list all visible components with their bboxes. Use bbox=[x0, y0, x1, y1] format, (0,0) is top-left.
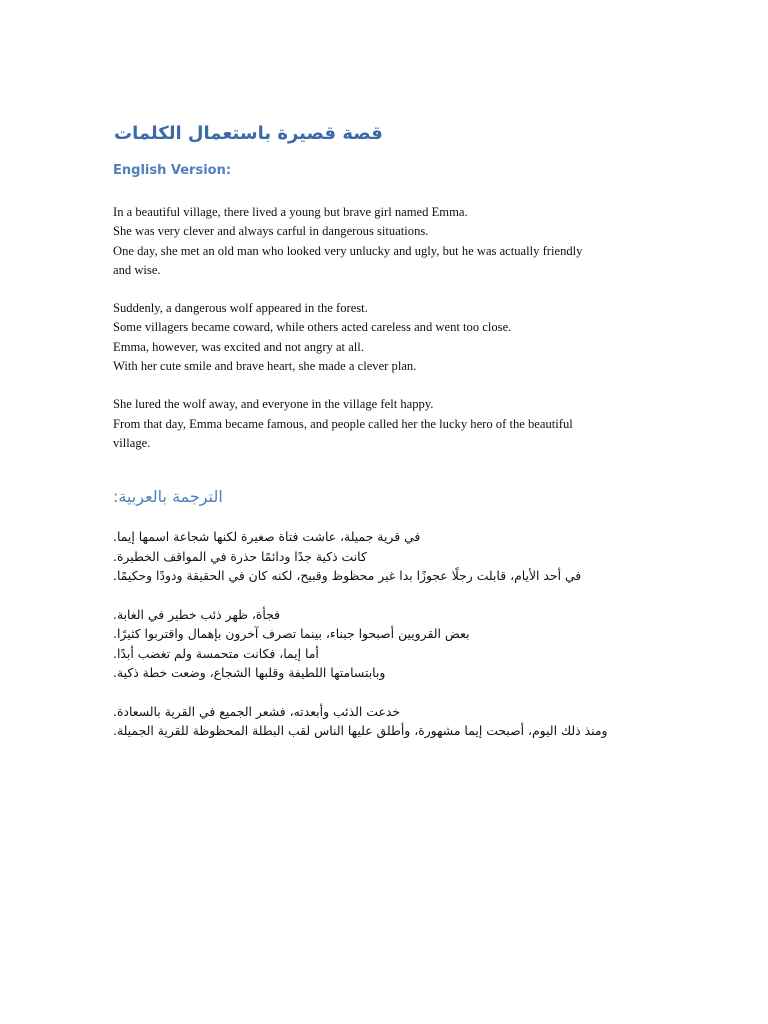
text-line: Suddenly, a dangerous wolf appeared in the forest. bbox=[113, 301, 368, 316]
arabic-paragraph-1 bbox=[113, 527, 658, 586]
text-line: كانت ذكية جدًا ودائمًا حذرة في المواقف الخطيرة. bbox=[113, 548, 367, 564]
text-line: From that day, Emma became famous, and people called her the lucky hero of the beautiful bbox=[113, 416, 573, 431]
text-line: With her cute smile and brave heart, she made a clever plan. bbox=[113, 359, 417, 374]
text-line: في قرية جميلة، عاشت فتاة صغيرة لكنها شجاعة اسمها إيما. bbox=[113, 529, 421, 545]
english-paragraph-2 bbox=[113, 299, 658, 376]
text-line: في أحد الأيام، قابلت رجلًا عجوزًا بدا غير محظوظ وقبيح، لكنه كان في الحقيقة ودودًا وحكيمًا. bbox=[113, 568, 582, 584]
text-line: Emma, however, was excited and not angry at all. bbox=[113, 339, 364, 354]
text-line: One day, she met an old man who looked very unlucky and ugly, but he was actually friendly bbox=[113, 243, 583, 258]
text-line: She was very clever and always carful in dangerous situations. bbox=[113, 224, 429, 239]
english-paragraph-1 bbox=[113, 203, 658, 280]
document-page bbox=[113, 120, 658, 741]
english-story bbox=[113, 203, 658, 453]
text-line: وبابتسامتها اللطيفة وقلبها الشجاع، وضعت خطة ذكية. bbox=[113, 665, 386, 681]
text-line: In a beautiful village, there lived a young but brave girl named Emma. bbox=[113, 205, 468, 219]
arabic-story bbox=[113, 527, 658, 741]
arabic-paragraph-3 bbox=[113, 702, 658, 741]
text-line: خدعت الذئب وأبعدته، فشعر الجميع في القرية بالسعادة. bbox=[113, 703, 400, 719]
text-line: أما إيما، فكانت متحمسة ولم تغضب أبدًا. bbox=[113, 645, 319, 661]
document-title: قصة قصيرة باستعمال الكلمات bbox=[114, 123, 383, 144]
text-line: ومنذ ذلك اليوم، أصبحت إيما مشهورة، وأطلق عليها الناس لقب البطلة المحظوظة للقرية الجميلة. bbox=[113, 723, 608, 739]
text-line: بعض القرويين أصبحوا جبناء، بينما تصرف آخرون بإهمال واقتربوا كثيرًا. bbox=[113, 626, 470, 642]
arabic-translation-heading: الترجمة بالعربية: bbox=[113, 487, 223, 507]
text-line: and wise. bbox=[113, 262, 161, 277]
text-line: village. bbox=[113, 435, 151, 450]
text-line: She lured the wolf away, and everyone in the village felt happy. bbox=[113, 397, 434, 412]
text-line: فجأة، ظهر ذئب خطير في الغابة. bbox=[113, 606, 281, 622]
arabic-paragraph-2 bbox=[113, 605, 658, 683]
text-line: Some villagers became coward, while others acted careless and went too close. bbox=[113, 320, 512, 335]
english-paragraph-3 bbox=[113, 395, 658, 453]
english-version-heading: English Version: bbox=[113, 163, 232, 178]
